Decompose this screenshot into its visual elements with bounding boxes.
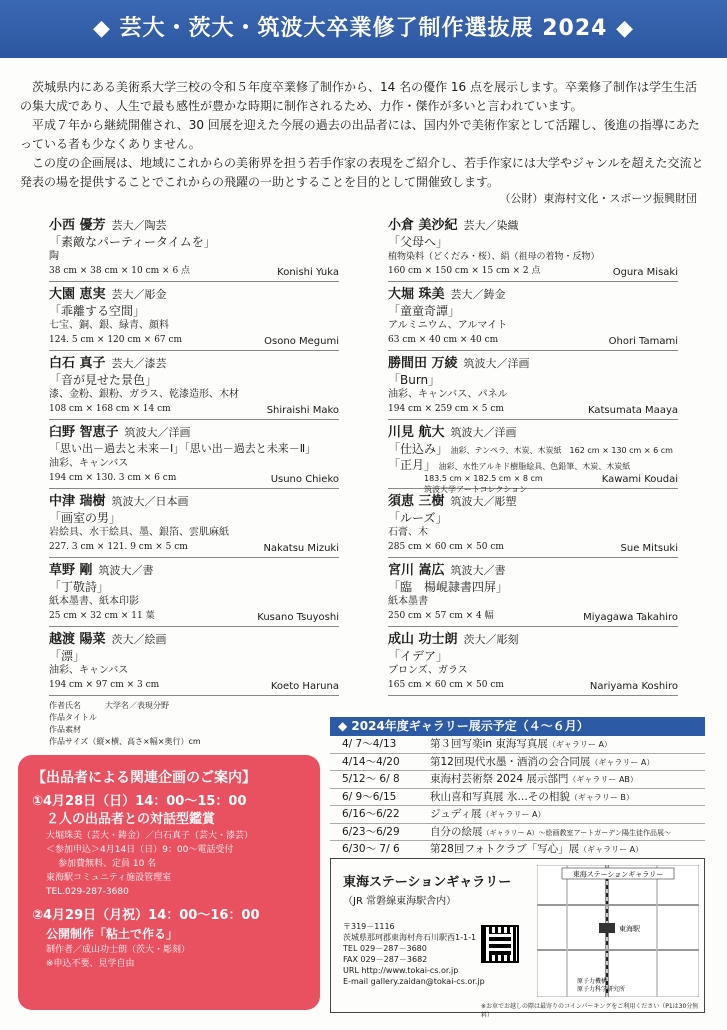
intro-paragraph: 茨城県内にある美術系大学三校の令和５年度卒業修了制作から、14 名の優作 16 点を展示します。卒業修了制作は学生生活の集大成であり、人生で最も感性が豊かな時期に制作されるため、力作・傑作が多いと言われています。 bbox=[20, 80, 698, 113]
event-note: ※申込不要、見学自由 bbox=[46, 959, 135, 969]
work-size: 285 cm × 60 cm × 50 cm bbox=[388, 542, 504, 552]
artist-roman-name: Ogura Misaki bbox=[612, 267, 678, 278]
schedule-note: （ギャラリー A） bbox=[579, 845, 644, 854]
artist-roman-name: Kawami Koudai bbox=[601, 474, 678, 485]
schedule-row bbox=[330, 736, 705, 754]
artist-name: 越渡 陽菜 bbox=[49, 632, 106, 647]
organizer: （公財）東海村文化・スポーツ振興財団 bbox=[499, 192, 697, 205]
artist-entry bbox=[388, 283, 678, 351]
work-title: 「臨 楊峴隷書四屏」 bbox=[388, 580, 509, 594]
event-fee: 参加費無料、定員 10 名 bbox=[58, 859, 157, 869]
schedule-date: 6/ 9～6/15 bbox=[342, 790, 397, 803]
gallery-location: （JR 常磐線東海駅舎内） bbox=[343, 896, 457, 907]
gallery-contact bbox=[343, 921, 485, 987]
work-material: 紙本墨書 bbox=[388, 596, 428, 607]
artist-name: 小倉 美沙紀 bbox=[388, 218, 458, 233]
work-size: 124. 5 cm × 120 cm × 67 cm bbox=[49, 335, 183, 345]
schedule-exhibition: 自分の絵展 bbox=[430, 825, 483, 838]
event-people: 大堀珠美（芸大・鋳金）／白石真子（芸大・漆芸） bbox=[46, 831, 254, 841]
banner-title: ◆ 芸大・茨大・筑波大卒業修了制作選抜展 2024 ◆ bbox=[0, 0, 727, 58]
schedule-note: （ギャラリー A）～絵画教室アートガーデン陽生徒作品展～ bbox=[482, 828, 671, 837]
work-material: 油彩、キャンバス、パネル bbox=[388, 389, 508, 400]
work-title: 「思い出－過去と未来－Ⅰ」「思い出－過去と未来－Ⅱ」 bbox=[49, 442, 317, 455]
artist-roman-name: Nariyama Koshiro bbox=[589, 681, 678, 692]
work-size: 165 cm × 60 cm × 50 cm bbox=[388, 680, 504, 690]
work-detail: 油彩、水性アルキド樹脂絵具、色鉛筆、木炭、木炭紙 bbox=[438, 462, 631, 471]
gallery-name: 東海ステーションギャラリー bbox=[343, 875, 512, 890]
artist-entry bbox=[49, 352, 339, 420]
work-material: 七宝、銅、銀、緑青、顔料 bbox=[49, 320, 169, 331]
event-apply: ＜参加申込＞4月14日（日）9：00～電話受付 bbox=[46, 845, 234, 855]
artist-affiliation: 筑波大／洋画 bbox=[463, 357, 530, 370]
artist-name: 成山 功士朗 bbox=[388, 632, 458, 647]
work-material: 植物染料（どくだみ・桜）、絹（祖母の着物・反物） bbox=[388, 252, 600, 262]
schedule-exhibition: 第３回写楽in 東海写真展 bbox=[430, 738, 548, 750]
work-size: 194 cm × 97 cm × 3 cm bbox=[49, 680, 160, 690]
artist-name: 小西 優芳 bbox=[49, 218, 106, 233]
schedule-row bbox=[330, 771, 705, 789]
artist-roman-name: Kusano Tsuyoshi bbox=[257, 612, 339, 623]
work-size: 108 cm × 168 cm × 14 cm bbox=[49, 404, 171, 414]
artist-roman-name: Koeto Haruna bbox=[270, 681, 339, 692]
map-label: 原子力機構 bbox=[577, 978, 608, 985]
schedule-note: （ギャラリー A） bbox=[481, 810, 546, 819]
work-size: 38 cm × 38 cm × 10 cm × 6 点 bbox=[49, 266, 191, 276]
artist-entry bbox=[388, 559, 678, 627]
work-title: 「童童奇譚」 bbox=[388, 304, 461, 318]
intro-text bbox=[20, 78, 708, 192]
work-title: 「Burn」 bbox=[388, 373, 441, 387]
artist-name: 大園 恵実 bbox=[49, 287, 106, 302]
event-tel: TEL.029-287-3680 bbox=[46, 887, 129, 897]
event-date: ②4月29日（月祝）14：00～16：00 bbox=[32, 908, 260, 923]
work-size: 25 cm × 32 cm × 11 葉 bbox=[49, 611, 155, 621]
artist-affiliation: 芸大／漆芸 bbox=[111, 357, 167, 370]
work-size: 160 cm × 150 cm × 15 cm × 2 点 bbox=[388, 266, 541, 276]
schedule-row bbox=[330, 824, 705, 842]
schedule-exhibition: 東海村芸術祭 2024 展示部門 bbox=[430, 773, 569, 785]
work-title: 「画室の男」 bbox=[49, 511, 122, 525]
artist-name: 草野 剛 bbox=[49, 563, 93, 578]
artist-roman-name: Sue Mitsuki bbox=[620, 543, 678, 554]
gallery-schedule bbox=[330, 717, 705, 859]
legend-line: 作品サイズ（縦×横、高さ×幅×奥行）cm bbox=[49, 737, 201, 746]
schedule-date: 4/14～4/20 bbox=[342, 755, 400, 768]
work-size: 227. 3 cm × 121. 9 cm × 5 cm bbox=[49, 542, 188, 552]
map-station-label: 東海駅 bbox=[619, 925, 640, 933]
event-name: 公開制作「粘土で作る」 bbox=[46, 927, 179, 941]
schedule-exhibition: 秋山喜和写真展 氷…その相貌 bbox=[430, 790, 570, 803]
schedule-date: 4/ 7～4/13 bbox=[342, 738, 397, 750]
related-events-box bbox=[18, 755, 320, 1010]
artist-roman-name: Shiraishi Mako bbox=[266, 405, 339, 416]
map-title: 東海ステーションギャラリー bbox=[572, 870, 664, 879]
work-material: ブロンズ、ガラス bbox=[388, 665, 468, 676]
work-material: 紙本墨書、紙本印影 bbox=[49, 596, 139, 607]
artist-name: 大堀 珠美 bbox=[388, 287, 445, 302]
artist-affiliation: 筑波大／彫塑 bbox=[450, 495, 517, 508]
work-size: 183.5 cm × 182.5 cm × 8 cm bbox=[424, 474, 543, 483]
schedule-exhibition: 第28回フォトクラブ「写心」展 bbox=[430, 843, 580, 855]
work-title: 「仕込み」 bbox=[388, 442, 449, 456]
work-collection: 筑波大学アートコレクション bbox=[424, 485, 528, 494]
artist-name: 臼野 智恵子 bbox=[49, 425, 119, 440]
artist-affiliation: 芸大／彫金 bbox=[111, 288, 167, 301]
schedule-date: 6/16～6/22 bbox=[342, 808, 400, 820]
qr-code-icon bbox=[481, 925, 519, 963]
schedule-note: （ギャラリー AB） bbox=[568, 775, 638, 784]
schedule-exhibition: ジュディ展 bbox=[430, 808, 482, 820]
work-material: 陶 bbox=[49, 251, 59, 262]
artist-affiliation: 筑波大／書 bbox=[450, 564, 506, 577]
work-title: 「正月」 bbox=[388, 458, 437, 472]
work-size: 194 cm × 130. 3 cm × 6 cm bbox=[49, 473, 177, 483]
artist-entry bbox=[49, 421, 339, 489]
artist-affiliation: 筑波大／洋画 bbox=[450, 426, 517, 439]
artist-name: 勝間田 万綾 bbox=[388, 356, 458, 371]
artist-name: 宮川 嵩広 bbox=[388, 563, 445, 578]
schedule-row bbox=[330, 789, 705, 807]
artist-affiliation: 茨大／彫刻 bbox=[463, 633, 519, 646]
artist-entry bbox=[388, 214, 678, 282]
access-map bbox=[537, 865, 699, 997]
artist-name: 川見 航大 bbox=[388, 425, 445, 440]
gallery-tel: TEL 029－287－3680 bbox=[343, 944, 427, 953]
artist-name: 須恵 三樹 bbox=[388, 494, 445, 509]
artist-roman-name: Miyagawa Takahiro bbox=[583, 612, 678, 623]
artist-entry bbox=[388, 421, 678, 494]
event-name: ２人の出品者との対話型鑑賞 bbox=[46, 812, 216, 827]
artist-entry bbox=[388, 490, 678, 558]
work-material: 岩絵具、水干絵具、墨、銀箔、雲肌麻紙 bbox=[49, 527, 229, 538]
artist-entry bbox=[49, 490, 339, 558]
artist-roman-name: Ohori Tamami bbox=[608, 336, 678, 347]
artist-roman-name: Usuno Chieko bbox=[270, 474, 339, 485]
gallery-url[interactable]: URL http://www.tokai-cs.or.jp bbox=[343, 966, 459, 975]
schedule-note: （ギャラリー A） bbox=[590, 757, 655, 767]
schedule-heading: ◆ 2024年度ギャラリー展示予定（４～６月） bbox=[330, 717, 705, 736]
work-material: 石膏、木 bbox=[388, 527, 428, 538]
artist-roman-name: Konishi Yuka bbox=[277, 267, 339, 278]
artist-entry bbox=[49, 628, 339, 696]
artist-entry bbox=[388, 352, 678, 420]
schedule-note: （ギャラリー A） bbox=[547, 740, 612, 749]
gallery-fax: FAX 029－287－3682 bbox=[343, 955, 428, 964]
work-material: 油彩、キャンバス bbox=[49, 458, 129, 469]
legend-line: 作品素材 bbox=[49, 725, 81, 734]
map-label: 原子力科学研究所 bbox=[577, 986, 626, 993]
gallery-info-box bbox=[330, 858, 705, 1019]
legend-line: 作品タイトル bbox=[49, 713, 97, 722]
schedule-date: 5/12～ 6/ 8 bbox=[342, 773, 400, 785]
schedule-date: 6/23～6/29 bbox=[342, 825, 400, 838]
artist-affiliation: 筑波大／日本画 bbox=[111, 495, 189, 508]
work-title: 「素敵なパーティータイムを」 bbox=[49, 235, 216, 249]
artist-entry bbox=[49, 214, 339, 282]
event-venue: 東海駅コミュニティ施設管理室 bbox=[46, 873, 172, 883]
work-material: アルミニウム、アルマイト bbox=[388, 320, 508, 331]
artist-list-left bbox=[49, 214, 339, 697]
work-material: 漆、金粉、銀粉、ガラス、乾漆造形、木材 bbox=[49, 389, 239, 400]
artist-roman-name: Katsumata Maaya bbox=[587, 405, 678, 416]
artist-entry bbox=[388, 628, 678, 696]
intro-paragraph: この度の企画展は、地域にこれからの美術界を担う若手作家の表現をご紹介し、若手作家には大学やジャンルを超えた交流と発表の場を提供することでこれからの飛躍の一助とすることを目的として開催致します。 bbox=[20, 156, 704, 189]
work-title: 「父母へ」 bbox=[388, 235, 449, 249]
gallery-email[interactable]: E-mail gallery.zaidan@tokai-cs.or.jp bbox=[343, 977, 485, 986]
schedule-row bbox=[330, 841, 705, 859]
work-title: 「漂」 bbox=[49, 649, 86, 663]
event-person: 制作者／成山功士朗（茨大・彫刻） bbox=[46, 945, 191, 955]
artist-affiliation: 芸大／染織 bbox=[463, 219, 519, 232]
work-material: 油彩、キャンバス bbox=[49, 665, 129, 676]
intro-paragraph: 平成７年から継続開催され、30 回展を迎えた今展の過去の出品者には、国内外で美術作家として活躍し、後進の指導にあたっている者も少なくありません。 bbox=[20, 118, 700, 151]
artist-list-right bbox=[388, 214, 678, 697]
artist-roman-name: Nakatsu Mizuki bbox=[263, 543, 339, 554]
artist-roman-name: Osono Megumi bbox=[264, 336, 339, 347]
schedule-exhibition: 第12回現代水墨・酒消の会合同展 bbox=[430, 755, 591, 768]
entry-legend bbox=[49, 700, 201, 748]
gallery-address: 茨城県那珂郡東海村舟石川駅西1-1-1 bbox=[343, 933, 477, 942]
artist-affiliation: 芸大／鋳金 bbox=[450, 288, 506, 301]
artist-affiliation: 茨大／絵画 bbox=[111, 633, 167, 646]
work-title: 「ルーズ」 bbox=[388, 511, 448, 525]
work-detail: 油彩、テンペラ、木炭、木炭紙 162 cm × 130 cm × 6 cm bbox=[450, 446, 673, 455]
events-title: 【出品者による関連企画のご案内】 bbox=[32, 770, 256, 786]
legend-line: 作者氏名 大学名／表現分野 bbox=[49, 701, 169, 710]
artist-name: 白石 真子 bbox=[49, 356, 106, 371]
artist-entry bbox=[49, 559, 339, 627]
schedule-row bbox=[330, 754, 705, 772]
artist-name: 中津 瑞樹 bbox=[49, 494, 106, 509]
work-size: 63 cm × 40 cm × 40 cm bbox=[388, 335, 499, 345]
gallery-zip: 〒319－1116 bbox=[343, 922, 395, 931]
schedule-note: （ギャラリー B） bbox=[569, 792, 634, 802]
artist-affiliation: 筑波大／洋画 bbox=[124, 426, 191, 439]
parking-note: ※お車でお越しの際は最寄りのコインパーキングをご利用ください（P1は30分無料） bbox=[481, 1003, 699, 1019]
work-title: 「音が見せた景色」 bbox=[49, 373, 158, 387]
artist-entry bbox=[49, 283, 339, 351]
artist-affiliation: 芸大／陶芸 bbox=[111, 219, 167, 232]
artist-affiliation: 筑波大／書 bbox=[98, 564, 154, 577]
event-date: ①4月28日（日）14：00～15：00 bbox=[32, 794, 247, 809]
work-title: 「丁敬詩」 bbox=[49, 580, 110, 594]
work-size: 194 cm × 259 cm × 5 cm bbox=[388, 404, 504, 414]
schedule-row bbox=[330, 806, 705, 824]
work-size: 250 cm × 57 cm × 4 幅 bbox=[388, 611, 494, 621]
schedule-date: 6/30～ 7/ 6 bbox=[342, 843, 400, 855]
work-title: 「乖離する空間」 bbox=[49, 304, 146, 318]
work-title: 「イデア」 bbox=[388, 649, 449, 663]
